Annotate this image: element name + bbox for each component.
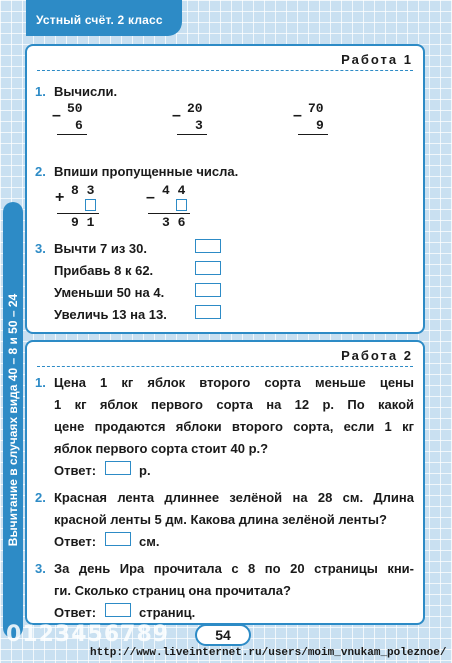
missing-digit-box[interactable] xyxy=(176,199,187,211)
missing-digit-box[interactable] xyxy=(85,199,96,211)
work-2-title: Работа 2 xyxy=(341,348,413,363)
minuend: 50 xyxy=(67,101,83,116)
answer-box[interactable] xyxy=(195,283,221,297)
result-line xyxy=(298,134,328,135)
answer-box[interactable] xyxy=(195,261,221,275)
task-line: Красная лента длиннее зелёной на 28 см. Длина xyxy=(54,490,414,505)
answer-unit: р. xyxy=(139,463,151,478)
difference: 3 6 xyxy=(162,215,186,230)
task-number: 2. xyxy=(35,164,46,179)
minus-sign: – xyxy=(146,189,155,206)
task-number: 3. xyxy=(35,241,46,256)
answer-label: Ответ: xyxy=(54,463,97,478)
task-line: 1 кг яблок первого сорта на 12 р. По какой xyxy=(54,397,414,412)
task-line: За день Ира прочитала с 8 по 20 страницы кни- xyxy=(54,561,414,576)
task-line: яблок первого сорта стоит 40 р.? xyxy=(54,441,269,456)
task-instruction: Вычисли. xyxy=(54,84,118,99)
task-number: 1. xyxy=(35,84,46,99)
answer-box[interactable] xyxy=(105,532,131,546)
plus-sign: + xyxy=(55,189,65,206)
task-number: 1. xyxy=(35,375,46,390)
task-line: Прибавь 8 к 62. xyxy=(54,263,154,278)
answer-label: Ответ: xyxy=(54,534,97,549)
answer-box[interactable] xyxy=(105,461,131,475)
subtrahend: 6 xyxy=(75,118,83,133)
subtrahend: 9 xyxy=(316,118,324,133)
minuend: 70 xyxy=(308,101,324,116)
minuend: 20 xyxy=(187,101,203,116)
work-2-panel xyxy=(25,340,425,625)
result-line xyxy=(148,213,190,214)
task-line: Увеличь 13 на 13. xyxy=(54,307,167,322)
title-divider xyxy=(37,70,413,71)
title-divider xyxy=(37,366,413,367)
answer-box[interactable] xyxy=(105,603,131,617)
task-number: 3. xyxy=(35,561,46,576)
task-line: Уменьши 50 на 4. xyxy=(54,285,165,300)
subtrahend: 3 xyxy=(195,118,203,133)
minus-sign: – xyxy=(52,107,61,124)
task-line: красной ленты 5 дм. Какова длина зелёной ленты? xyxy=(54,512,387,527)
task-instruction: Впиши пропущенные числа. xyxy=(54,164,239,179)
addend: 8 3 xyxy=(71,183,95,198)
task-line: Цена 1 кг яблок второго сорта меньше цены xyxy=(54,375,414,390)
source-url: http://www.liveinternet.ru/users/moim_vnukam_poleznoe/ xyxy=(90,647,447,659)
result-line xyxy=(57,134,87,135)
page-number: 54 xyxy=(195,624,251,646)
sum: 9 1 xyxy=(71,215,95,230)
work-1-panel xyxy=(25,44,425,334)
task-line: ги. Сколько страниц она прочитала? xyxy=(54,583,291,598)
answer-unit: страниц. xyxy=(139,605,196,620)
answer-unit: см. xyxy=(139,534,160,549)
result-line xyxy=(57,213,99,214)
minuend: 4 4 xyxy=(162,183,186,198)
answer-box[interactable] xyxy=(195,305,221,319)
decorative-digits: 0123456789 xyxy=(6,622,170,647)
minus-sign: – xyxy=(293,107,302,124)
book-title: Устный счёт. 2 класс xyxy=(36,13,163,27)
work-1-title: Работа 1 xyxy=(341,52,413,67)
answer-box[interactable] xyxy=(195,239,221,253)
task-line: цене продаются яблоки второго сорта, если 1 кг xyxy=(54,419,414,434)
minus-sign: – xyxy=(172,107,181,124)
answer-label: Ответ: xyxy=(54,605,97,620)
task-number: 2. xyxy=(35,490,46,505)
result-line xyxy=(177,134,207,135)
section-label: Вычитание в случаях вида 40 – 8 и 50 – 24 xyxy=(6,293,20,547)
task-line: Вычти 7 из 30. xyxy=(54,241,147,256)
